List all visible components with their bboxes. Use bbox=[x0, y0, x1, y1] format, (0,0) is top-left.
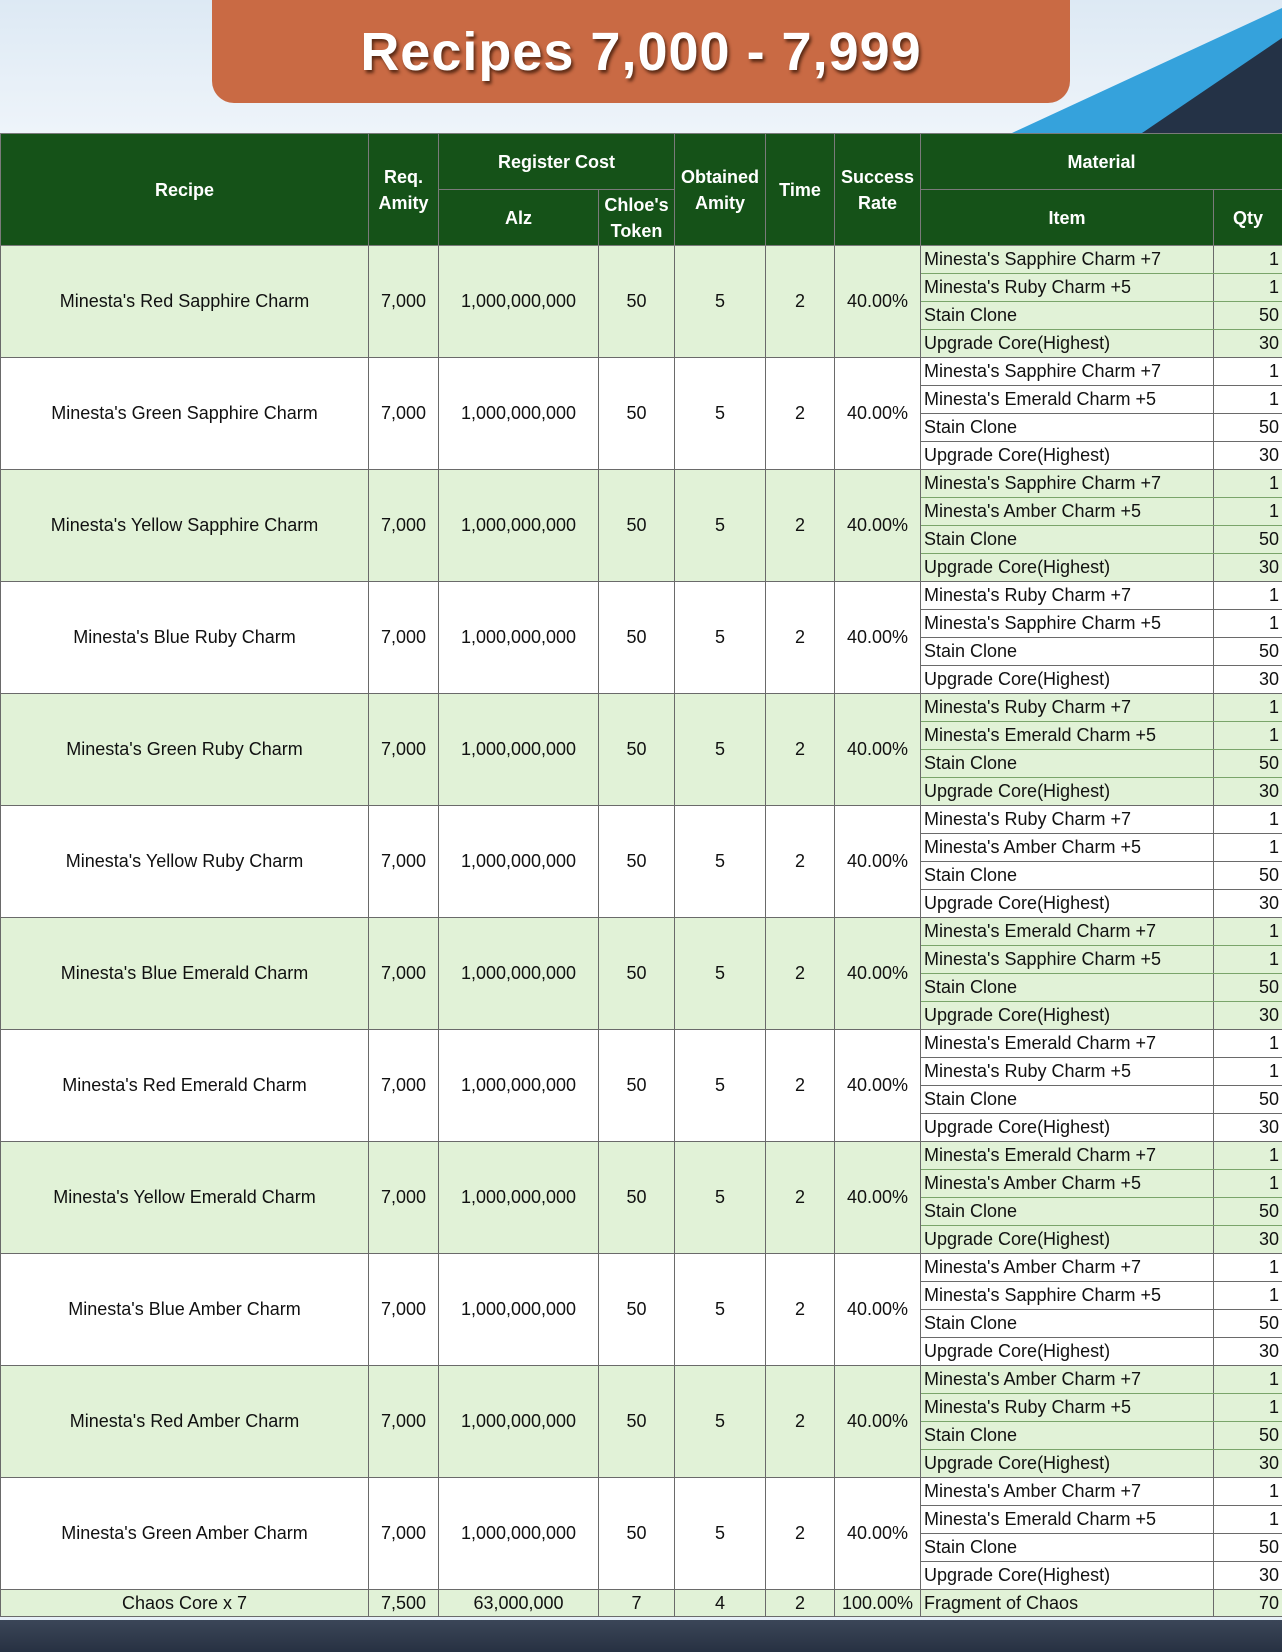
material-qty-cell: 1 bbox=[1214, 1058, 1282, 1086]
req-amity-cell: 7,000 bbox=[369, 1366, 439, 1478]
time-cell: 2 bbox=[766, 358, 835, 470]
material-item-cell: Minesta's Sapphire Charm +5 bbox=[921, 1282, 1214, 1310]
obtained-amity-cell: 5 bbox=[675, 1030, 766, 1142]
material-item-cell: Upgrade Core(Highest) bbox=[921, 778, 1214, 806]
material-item-cell: Minesta's Amber Charm +7 bbox=[921, 1366, 1214, 1394]
success-rate-cell: 40.00% bbox=[835, 470, 921, 582]
success-rate-cell: 40.00% bbox=[835, 694, 921, 806]
material-qty-cell: 50 bbox=[1214, 1310, 1282, 1338]
material-qty-cell: 30 bbox=[1214, 890, 1282, 918]
header-material: Material bbox=[921, 134, 1282, 190]
material-qty-cell: 50 bbox=[1214, 974, 1282, 1002]
alz-cost-cell: 1,000,000,000 bbox=[439, 358, 599, 470]
material-qty-cell: 30 bbox=[1214, 666, 1282, 694]
header-qty: Qty bbox=[1214, 190, 1282, 246]
req-amity-cell: 7,000 bbox=[369, 358, 439, 470]
material-item-cell: Stain Clone bbox=[921, 526, 1214, 554]
chloes-token-cell: 50 bbox=[599, 1254, 675, 1366]
time-cell: 2 bbox=[766, 582, 835, 694]
req-amity-cell: 7,000 bbox=[369, 1142, 439, 1254]
recipe-row bbox=[1, 582, 1282, 610]
success-rate-cell: 40.00% bbox=[835, 1366, 921, 1478]
material-item-cell: Stain Clone bbox=[921, 1422, 1214, 1450]
material-item-cell: Stain Clone bbox=[921, 862, 1214, 890]
recipe-table-container bbox=[0, 133, 1282, 1617]
material-qty-cell: 30 bbox=[1214, 1338, 1282, 1366]
material-item-cell: Upgrade Core(Highest) bbox=[921, 330, 1214, 358]
chloes-token-cell: 50 bbox=[599, 582, 675, 694]
material-qty-cell: 1 bbox=[1214, 1030, 1282, 1058]
alz-cost-cell: 1,000,000,000 bbox=[439, 582, 599, 694]
page-header bbox=[0, 0, 1282, 133]
material-item-cell: Stain Clone bbox=[921, 750, 1214, 778]
material-item-cell: Minesta's Amber Charm +5 bbox=[921, 1170, 1214, 1198]
time-cell: 2 bbox=[766, 1590, 835, 1617]
material-qty-cell: 50 bbox=[1214, 526, 1282, 554]
success-rate-cell: 40.00% bbox=[835, 918, 921, 1030]
time-cell: 2 bbox=[766, 1478, 835, 1590]
material-qty-cell: 30 bbox=[1214, 330, 1282, 358]
material-item-cell: Stain Clone bbox=[921, 302, 1214, 330]
recipe-row bbox=[1, 918, 1282, 946]
material-item-cell: Upgrade Core(Highest) bbox=[921, 666, 1214, 694]
obtained-amity-cell: 5 bbox=[675, 694, 766, 806]
alz-cost-cell: 1,000,000,000 bbox=[439, 918, 599, 1030]
material-item-cell: Stain Clone bbox=[921, 1310, 1214, 1338]
recipe-row bbox=[1, 470, 1282, 498]
recipe-name-cell: Minesta's Green Ruby Charm bbox=[1, 694, 369, 806]
material-item-cell: Minesta's Ruby Charm +5 bbox=[921, 274, 1214, 302]
obtained-amity-cell: 5 bbox=[675, 470, 766, 582]
material-item-cell: Minesta's Ruby Charm +5 bbox=[921, 1058, 1214, 1086]
req-amity-cell: 7,000 bbox=[369, 918, 439, 1030]
recipe-name-cell: Minesta's Red Emerald Charm bbox=[1, 1030, 369, 1142]
header-success-rate: Success Rate bbox=[835, 134, 921, 246]
chloes-token-cell: 50 bbox=[599, 1142, 675, 1254]
material-qty-cell: 1 bbox=[1214, 358, 1282, 386]
header-req-amity: Req. Amity bbox=[369, 134, 439, 246]
page-title: Recipes 7,000 - 7,999 bbox=[360, 21, 922, 82]
material-item-cell: Minesta's Amber Charm +5 bbox=[921, 834, 1214, 862]
material-qty-cell: 1 bbox=[1214, 610, 1282, 638]
material-qty-cell: 70 bbox=[1214, 1590, 1282, 1617]
obtained-amity-cell: 5 bbox=[675, 1254, 766, 1366]
material-qty-cell: 50 bbox=[1214, 750, 1282, 778]
material-qty-cell: 1 bbox=[1214, 470, 1282, 498]
material-qty-cell: 1 bbox=[1214, 722, 1282, 750]
recipe-table-body bbox=[1, 246, 1282, 1617]
material-item-cell: Stain Clone bbox=[921, 1198, 1214, 1226]
material-qty-cell: 1 bbox=[1214, 918, 1282, 946]
material-qty-cell: 50 bbox=[1214, 302, 1282, 330]
chloes-token-cell: 50 bbox=[599, 1030, 675, 1142]
success-rate-cell: 40.00% bbox=[835, 1030, 921, 1142]
material-qty-cell: 1 bbox=[1214, 582, 1282, 610]
recipe-name-cell: Minesta's Yellow Emerald Charm bbox=[1, 1142, 369, 1254]
recipe-row bbox=[1, 358, 1282, 386]
req-amity-cell: 7,000 bbox=[369, 470, 439, 582]
req-amity-cell: 7,000 bbox=[369, 1478, 439, 1590]
material-qty-cell: 1 bbox=[1214, 498, 1282, 526]
material-item-cell: Minesta's Sapphire Charm +5 bbox=[921, 946, 1214, 974]
recipe-row bbox=[1, 1254, 1282, 1282]
recipe-name-cell: Minesta's Yellow Sapphire Charm bbox=[1, 470, 369, 582]
alz-cost-cell: 1,000,000,000 bbox=[439, 694, 599, 806]
material-item-cell: Minesta's Emerald Charm +5 bbox=[921, 1506, 1214, 1534]
material-qty-cell: 30 bbox=[1214, 554, 1282, 582]
material-qty-cell: 1 bbox=[1214, 1394, 1282, 1422]
material-item-cell: Minesta's Emerald Charm +7 bbox=[921, 918, 1214, 946]
obtained-amity-cell: 5 bbox=[675, 358, 766, 470]
material-qty-cell: 1 bbox=[1214, 1366, 1282, 1394]
header-chloes-token: Chloe's Token bbox=[599, 190, 675, 246]
header-recipe: Recipe bbox=[1, 134, 369, 246]
obtained-amity-cell: 5 bbox=[675, 806, 766, 918]
req-amity-cell: 7,000 bbox=[369, 694, 439, 806]
recipe-name-cell: Minesta's Green Amber Charm bbox=[1, 1478, 369, 1590]
alz-cost-cell: 1,000,000,000 bbox=[439, 470, 599, 582]
material-qty-cell: 30 bbox=[1214, 778, 1282, 806]
material-item-cell: Minesta's Sapphire Charm +7 bbox=[921, 246, 1214, 274]
material-item-cell: Stain Clone bbox=[921, 974, 1214, 1002]
material-item-cell: Minesta's Amber Charm +7 bbox=[921, 1478, 1214, 1506]
material-item-cell: Minesta's Amber Charm +7 bbox=[921, 1254, 1214, 1282]
obtained-amity-cell: 5 bbox=[675, 582, 766, 694]
recipe-name-cell: Minesta's Red Amber Charm bbox=[1, 1366, 369, 1478]
success-rate-cell: 40.00% bbox=[835, 1142, 921, 1254]
alz-cost-cell: 1,000,000,000 bbox=[439, 1142, 599, 1254]
recipe-name-cell: Minesta's Yellow Ruby Charm bbox=[1, 806, 369, 918]
recipe-table bbox=[0, 133, 1282, 1617]
recipe-row bbox=[1, 1030, 1282, 1058]
material-qty-cell: 1 bbox=[1214, 1282, 1282, 1310]
time-cell: 2 bbox=[766, 246, 835, 358]
material-item-cell: Upgrade Core(Highest) bbox=[921, 1002, 1214, 1030]
time-cell: 2 bbox=[766, 1366, 835, 1478]
material-qty-cell: 1 bbox=[1214, 806, 1282, 834]
material-qty-cell: 50 bbox=[1214, 414, 1282, 442]
time-cell: 2 bbox=[766, 1030, 835, 1142]
success-rate-cell: 40.00% bbox=[835, 1254, 921, 1366]
material-qty-cell: 1 bbox=[1214, 1142, 1282, 1170]
alz-cost-cell: 63,000,000 bbox=[439, 1590, 599, 1617]
material-qty-cell: 50 bbox=[1214, 1534, 1282, 1562]
material-item-cell: Stain Clone bbox=[921, 1534, 1214, 1562]
chloes-token-cell: 50 bbox=[599, 1478, 675, 1590]
time-cell: 2 bbox=[766, 1254, 835, 1366]
material-item-cell: Minesta's Emerald Charm +5 bbox=[921, 722, 1214, 750]
material-item-cell: Minesta's Ruby Charm +5 bbox=[921, 1394, 1214, 1422]
material-item-cell: Fragment of Chaos bbox=[921, 1590, 1214, 1617]
material-item-cell: Minesta's Emerald Charm +7 bbox=[921, 1030, 1214, 1058]
chloes-token-cell: 50 bbox=[599, 918, 675, 1030]
material-item-cell: Minesta's Ruby Charm +7 bbox=[921, 582, 1214, 610]
req-amity-cell: 7,000 bbox=[369, 246, 439, 358]
req-amity-cell: 7,000 bbox=[369, 1254, 439, 1366]
req-amity-cell: 7,000 bbox=[369, 806, 439, 918]
recipe-name-cell: Minesta's Blue Amber Charm bbox=[1, 1254, 369, 1366]
recipe-row bbox=[1, 694, 1282, 722]
chloes-token-cell: 50 bbox=[599, 246, 675, 358]
chloes-token-cell: 50 bbox=[599, 806, 675, 918]
success-rate-cell: 100.00% bbox=[835, 1590, 921, 1617]
material-item-cell: Upgrade Core(Highest) bbox=[921, 442, 1214, 470]
alz-cost-cell: 1,000,000,000 bbox=[439, 1030, 599, 1142]
material-item-cell: Upgrade Core(Highest) bbox=[921, 1450, 1214, 1478]
material-item-cell: Upgrade Core(Highest) bbox=[921, 1562, 1214, 1590]
material-item-cell: Stain Clone bbox=[921, 638, 1214, 666]
obtained-amity-cell: 5 bbox=[675, 1366, 766, 1478]
recipe-name-cell: Minesta's Blue Ruby Charm bbox=[1, 582, 369, 694]
chloes-token-cell: 50 bbox=[599, 694, 675, 806]
material-qty-cell: 1 bbox=[1214, 834, 1282, 862]
material-qty-cell: 50 bbox=[1214, 1422, 1282, 1450]
obtained-amity-cell: 5 bbox=[675, 918, 766, 1030]
header-alz: Alz bbox=[439, 190, 599, 246]
recipe-row bbox=[1, 246, 1282, 274]
header-obtained-amity: Obtained Amity bbox=[675, 134, 766, 246]
req-amity-cell: 7,000 bbox=[369, 582, 439, 694]
material-item-cell: Minesta's Sapphire Charm +5 bbox=[921, 610, 1214, 638]
material-qty-cell: 1 bbox=[1214, 946, 1282, 974]
chloes-token-cell: 50 bbox=[599, 470, 675, 582]
chloes-token-cell: 50 bbox=[599, 1366, 675, 1478]
title-banner bbox=[212, 0, 1070, 103]
material-qty-cell: 50 bbox=[1214, 862, 1282, 890]
material-item-cell: Minesta's Emerald Charm +7 bbox=[921, 1142, 1214, 1170]
recipe-row bbox=[1, 1590, 1282, 1617]
alz-cost-cell: 1,000,000,000 bbox=[439, 1478, 599, 1590]
material-qty-cell: 50 bbox=[1214, 638, 1282, 666]
obtained-amity-cell: 5 bbox=[675, 1142, 766, 1254]
material-qty-cell: 50 bbox=[1214, 1086, 1282, 1114]
material-qty-cell: 30 bbox=[1214, 1226, 1282, 1254]
material-qty-cell: 1 bbox=[1214, 246, 1282, 274]
success-rate-cell: 40.00% bbox=[835, 358, 921, 470]
material-item-cell: Upgrade Core(Highest) bbox=[921, 1338, 1214, 1366]
material-item-cell: Upgrade Core(Highest) bbox=[921, 1114, 1214, 1142]
header-item: Item bbox=[921, 190, 1214, 246]
material-qty-cell: 30 bbox=[1214, 1002, 1282, 1030]
chloes-token-cell: 50 bbox=[599, 358, 675, 470]
material-qty-cell: 30 bbox=[1214, 1114, 1282, 1142]
material-qty-cell: 50 bbox=[1214, 1198, 1282, 1226]
success-rate-cell: 40.00% bbox=[835, 1478, 921, 1590]
obtained-amity-cell: 5 bbox=[675, 1478, 766, 1590]
req-amity-cell: 7,500 bbox=[369, 1590, 439, 1617]
material-qty-cell: 1 bbox=[1214, 1170, 1282, 1198]
material-item-cell: Minesta's Emerald Charm +5 bbox=[921, 386, 1214, 414]
material-item-cell: Minesta's Ruby Charm +7 bbox=[921, 694, 1214, 722]
material-qty-cell: 1 bbox=[1214, 1478, 1282, 1506]
header-time: Time bbox=[766, 134, 835, 246]
time-cell: 2 bbox=[766, 918, 835, 1030]
material-item-cell: Minesta's Ruby Charm +7 bbox=[921, 806, 1214, 834]
material-item-cell: Upgrade Core(Highest) bbox=[921, 1226, 1214, 1254]
success-rate-cell: 40.00% bbox=[835, 806, 921, 918]
footer-bar bbox=[0, 1620, 1282, 1652]
material-qty-cell: 1 bbox=[1214, 1254, 1282, 1282]
material-item-cell: Upgrade Core(Highest) bbox=[921, 890, 1214, 918]
material-qty-cell: 30 bbox=[1214, 1562, 1282, 1590]
material-item-cell: Minesta's Sapphire Charm +7 bbox=[921, 470, 1214, 498]
material-item-cell: Upgrade Core(Highest) bbox=[921, 554, 1214, 582]
recipe-name-cell: Minesta's Red Sapphire Charm bbox=[1, 246, 369, 358]
time-cell: 2 bbox=[766, 694, 835, 806]
req-amity-cell: 7,000 bbox=[369, 1030, 439, 1142]
success-rate-cell: 40.00% bbox=[835, 582, 921, 694]
obtained-amity-cell: 5 bbox=[675, 246, 766, 358]
material-qty-cell: 1 bbox=[1214, 274, 1282, 302]
recipe-row bbox=[1, 1478, 1282, 1506]
time-cell: 2 bbox=[766, 470, 835, 582]
material-qty-cell: 1 bbox=[1214, 386, 1282, 414]
time-cell: 2 bbox=[766, 806, 835, 918]
time-cell: 2 bbox=[766, 1142, 835, 1254]
success-rate-cell: 40.00% bbox=[835, 246, 921, 358]
alz-cost-cell: 1,000,000,000 bbox=[439, 246, 599, 358]
material-item-cell: Minesta's Amber Charm +5 bbox=[921, 498, 1214, 526]
alz-cost-cell: 1,000,000,000 bbox=[439, 1366, 599, 1478]
alz-cost-cell: 1,000,000,000 bbox=[439, 806, 599, 918]
material-qty-cell: 30 bbox=[1214, 442, 1282, 470]
material-qty-cell: 1 bbox=[1214, 1506, 1282, 1534]
material-item-cell: Stain Clone bbox=[921, 1086, 1214, 1114]
material-item-cell: Minesta's Sapphire Charm +7 bbox=[921, 358, 1214, 386]
header-register-cost: Register Cost bbox=[439, 134, 675, 190]
material-qty-cell: 1 bbox=[1214, 694, 1282, 722]
recipe-name-cell: Minesta's Green Sapphire Charm bbox=[1, 358, 369, 470]
obtained-amity-cell: 4 bbox=[675, 1590, 766, 1617]
recipe-row bbox=[1, 1142, 1282, 1170]
alz-cost-cell: 1,000,000,000 bbox=[439, 1254, 599, 1366]
material-item-cell: Stain Clone bbox=[921, 414, 1214, 442]
recipe-name-cell: Minesta's Blue Emerald Charm bbox=[1, 918, 369, 1030]
chloes-token-cell: 7 bbox=[599, 1590, 675, 1617]
recipe-row bbox=[1, 806, 1282, 834]
material-qty-cell: 30 bbox=[1214, 1450, 1282, 1478]
recipe-name-cell: Chaos Core x 7 bbox=[1, 1590, 369, 1617]
recipe-row bbox=[1, 1366, 1282, 1394]
